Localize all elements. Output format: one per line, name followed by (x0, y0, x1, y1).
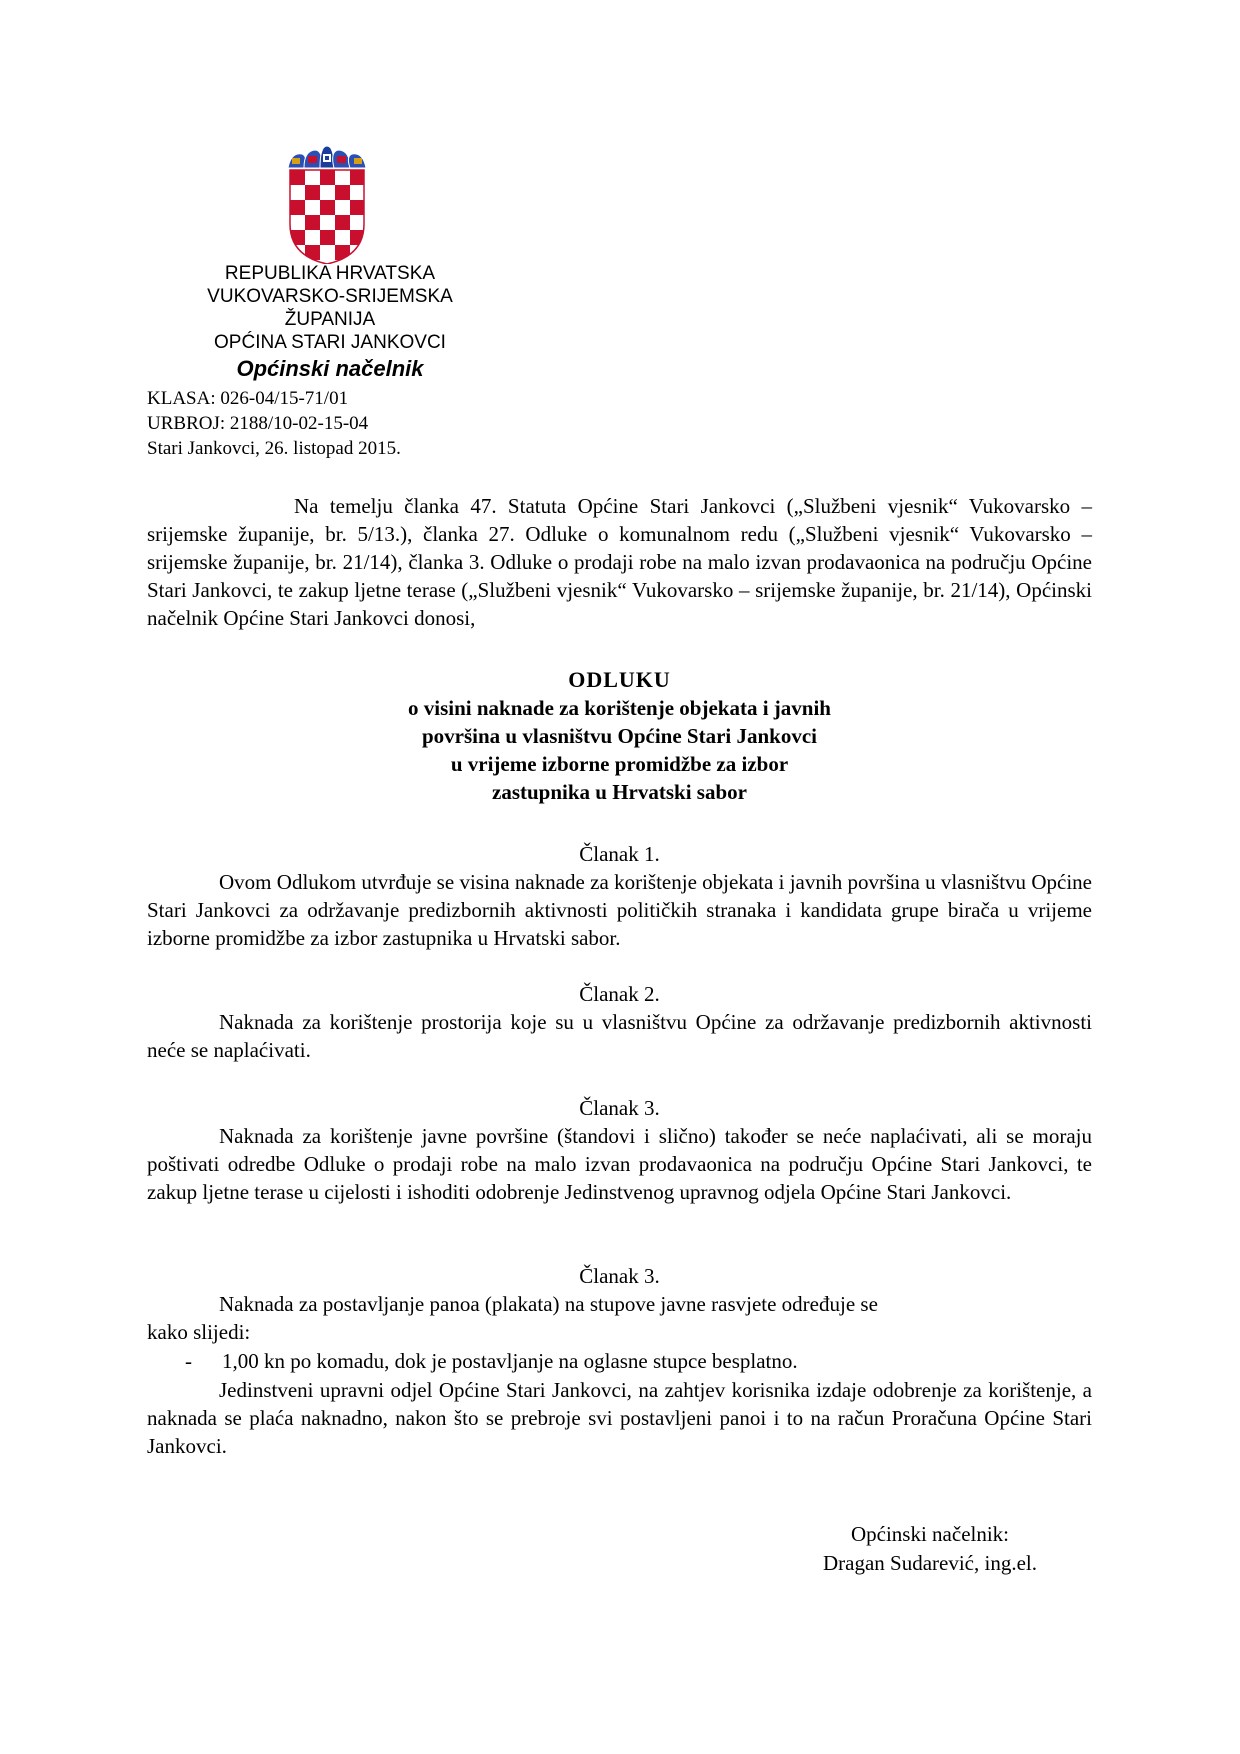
signature-name: Dragan Sudarević, ing.el. (822, 1551, 1037, 1575)
title-line2: površina u vlasništvu Općine Stari Jankovci (422, 724, 817, 748)
article-3-text: Naknada za korištenje javne površine (štandovi i slično) također se neće naplaćivati, ali se moraju poštivati odredbe Odluke o prodaji robe na malo izvan prodavaonica na području Općine Stari Jankovci, te zakup ljetne terase u cijelosti i ishoditi odobrenje Jedinstvenog upravnog odjela Općine Stari Jankovci. (147, 1124, 1092, 1204)
article-1-heading: Članak 1. (579, 842, 660, 866)
title-line1: o visini naknade za korištenje objekata i javnih (408, 696, 831, 720)
coat-of-arms-icon (286, 146, 368, 264)
article-4-heading: Članak 3. (579, 1264, 660, 1288)
meta-urbroj: URBROJ: 2188/10-02-15-04 (147, 413, 369, 434)
meta-place-date: Stari Jankovci, 26. listopad 2015. (147, 438, 401, 459)
decision-title (147, 666, 1092, 806)
list-dash: - (185, 1349, 192, 1373)
article-3-heading: Članak 3. (579, 1096, 660, 1120)
list-item-text: 1,00 kn po komadu, dok je postavljanje na oglasne stupce besplatno. (222, 1349, 798, 1373)
header-office: Općinski načelnik (236, 356, 424, 381)
title-main: ODLUKU (568, 667, 671, 692)
header-municipality: OPĆINA STARI JANKOVCI (214, 332, 446, 353)
document-meta (147, 386, 401, 461)
preamble-paragraph: Na temelju članka 47. Statuta Općine Stari Jankovci („Službeni vjesnik“ Vukovarsko – srijemske županije, br. 5/13.), članka 27. Odluke o komunalnom redu („Službeni vjesnik“ Vukovarsko – srijemske županije, br. 21/14), članka 3. Odluke o prodaji robe na malo izvan prodavaonica na području Općine Stari Jankovci, te zakup ljetne terase („Službeni vjesnik“ Vukovarsko – srijemske županije, br. 21/14), Općinski načelnik Općine Stari Jankovci donosi, (147, 494, 1092, 630)
document-header (150, 262, 510, 384)
article-4-text-after: Jedinstveni upravni odjel Općine Stari Jankovci, na zahtjev korisnika izdaje odobrenje za korištenje, a naknada se plaća naknadno, nakon što se prebroje svi postavljeni panoi i to na račun Proračuna Općine Stari Jankovci. (147, 1378, 1092, 1458)
article-2-heading: Članak 2. (579, 982, 660, 1006)
signature-role: Općinski načelnik: (850, 1522, 1010, 1546)
title-line4: zastupnika u Hrvatski sabor (492, 780, 747, 804)
header-country: REPUBLIKA HRVATSKA (224, 263, 436, 284)
article-4-line2: kako slijedi: (147, 1320, 251, 1344)
signature-block (780, 1520, 1080, 1578)
header-county-line1: VUKOVARSKO-SRIJEMSKA (207, 286, 453, 307)
meta-klasa: KLASA: 026-04/15-71/01 (147, 388, 349, 409)
header-county-line2: ŽUPANIJA (284, 309, 376, 330)
title-line3: u vrijeme izborne promidžbe za izbor (450, 752, 789, 776)
article-4-line1: Naknada za postavljanje panoa (plakata) na stupove javne rasvjete određuje se (219, 1292, 878, 1316)
article-1-text: Ovom Odlukom utvrđuje se visina naknade za korištenje objekata i javnih površina u vlasništvu Općine Stari Jankovci za održavanje predizbornih aktivnosti političkih stranaka i kandidata grupe birača u vrijeme izborne promidžbe za izbor zastupnika u Hrvatski sabor. (147, 870, 1092, 950)
article-2-text: Naknada za korištenje prostorija koje su u vlasništvu Općine za održavanje predizbornih aktivnosti neće se naplaćivati. (147, 1010, 1092, 1062)
